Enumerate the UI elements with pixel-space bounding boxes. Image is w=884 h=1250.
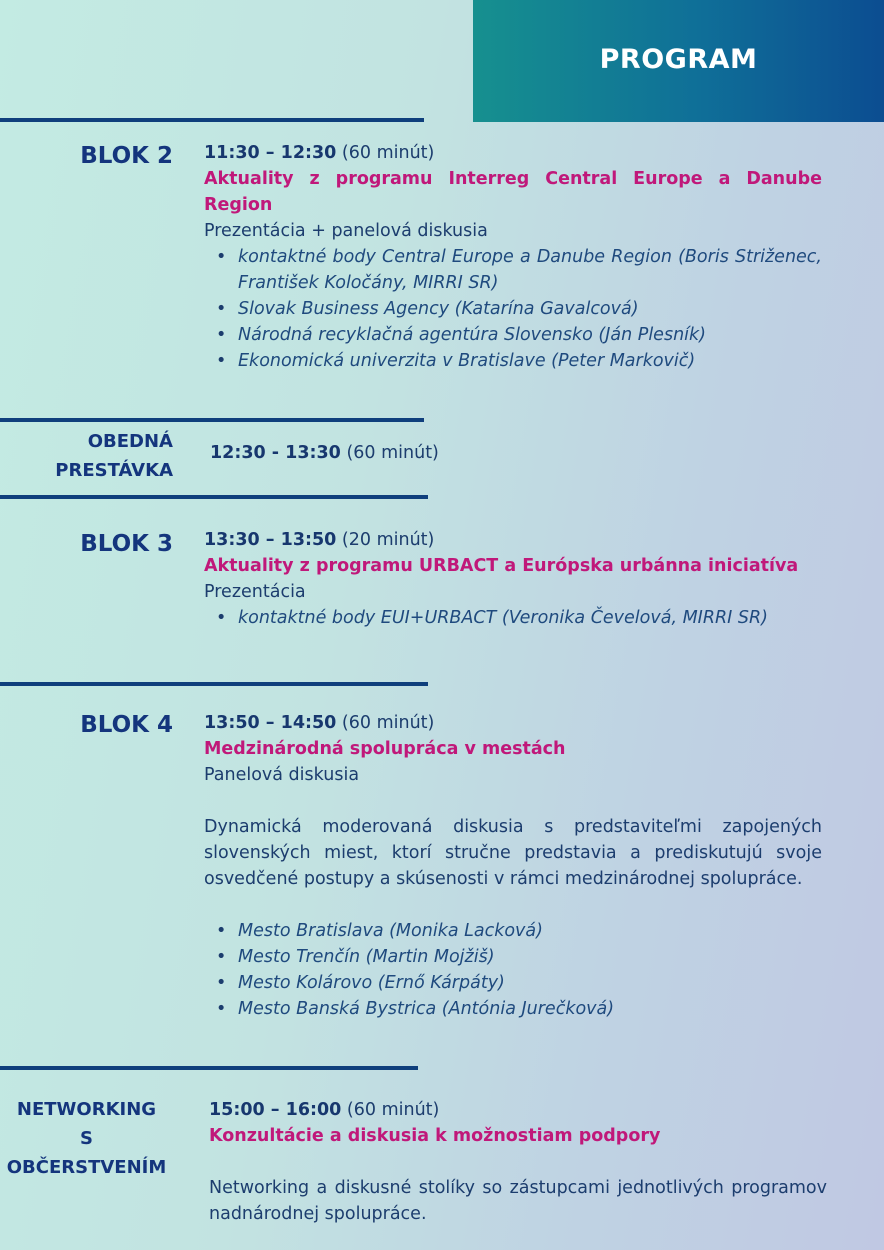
time-slot [204,140,822,166]
duration: (60 minút) [346,443,439,463]
label-line: NETWORKING [16,1099,157,1120]
list-item: • Slovak Business Agency (Katarína Gavalcová) [204,296,822,322]
section-label-lunch [10,427,173,485]
section-label-blok4: BLOK 4 [80,712,173,738]
section-blok2 [204,140,822,374]
time-range: 11:30 – 12:30 [204,143,337,163]
header-banner [473,0,884,122]
list-item: • Národná recyklačná agentúra Slovensko (Ján Plesník) [204,322,822,348]
duration: (60 minút) [346,1100,440,1120]
duration: (60 minút) [341,713,435,733]
label-line: OBEDNÁ [87,431,173,452]
divider [0,1066,418,1070]
list-item: • Mesto Banská Bystrica (Antónia Jurečková) [204,996,822,1022]
duration: (60 minút) [341,143,435,163]
section-blok3 [204,527,822,631]
session-title: Konzultácie a diskusia k možnostiam podpory [209,1126,661,1146]
divider [0,118,424,122]
section-label-blok3: BLOK 3 [80,531,173,557]
time-slot [209,1097,827,1123]
list-item: • kontaktné body EUI+URBACT (Veronika Čevelová, MIRRI SR) [204,605,822,631]
time-slot [210,440,828,466]
time-slot [204,710,822,736]
section-label-networking [0,1095,173,1182]
time-slot [204,527,822,553]
divider [0,495,428,499]
section-networking [209,1097,827,1227]
time-range: 13:30 – 13:50 [204,530,337,550]
time-range: 12:30 - 13:30 [210,443,341,463]
list-item: • Mesto Bratislava (Monika Lacková) [204,918,822,944]
time-range: 15:00 – 16:00 [209,1100,342,1120]
list-item: • Ekonomická univerzita v Bratislave (Peter Markovič) [204,348,822,374]
session-description: Networking a diskusné stolíky so zástupcami jednotlivých programov nadnárodnej spolupráce. [209,1178,827,1224]
list-item: • Mesto Trenčín (Martin Mojžiš) [204,944,822,970]
label-line: PRESTÁVKA [55,460,173,481]
list-item: • kontaktné body Central Europe a Danube Region (Boris Striženec, František Koločány, MIRRI SR) [204,244,822,296]
session-title: Medzinárodná spolupráca v mestách [204,739,566,759]
session-format: Prezentácia + panelová diskusia [204,221,488,241]
speaker-list [204,605,822,631]
divider [0,682,428,686]
time-range: 13:50 – 14:50 [204,713,337,733]
page-title: PROGRAM [599,44,758,75]
section-label-blok2: BLOK 2 [80,143,173,169]
label-line: OBČERSTVENÍM [6,1157,167,1178]
city-list [204,918,822,1022]
section-lunch [210,440,828,466]
label-line: S [80,1128,93,1149]
divider [0,418,424,422]
session-title: Aktuality z programu Interreg Central Europe a Danube Region [204,169,822,215]
section-blok4 [204,710,822,1022]
session-title: Aktuality z programu URBACT a Európska urbánna iniciatíva [204,556,799,576]
duration: (20 minút) [341,530,435,550]
list-item: • Mesto Kolárovo (Ernő Kárpáty) [204,970,822,996]
session-description: Dynamická moderovaná diskusia s predstaviteľmi zapojených slovenských miest, ktorí stručne predstavia a prediskutujú svoje osvedčené postupy a skúsenosti v rámci medzinárodnej spolupráce. [204,817,822,889]
speaker-list [204,244,822,374]
session-format: Panelová diskusia [204,765,360,785]
session-format: Prezentácia [204,582,306,602]
